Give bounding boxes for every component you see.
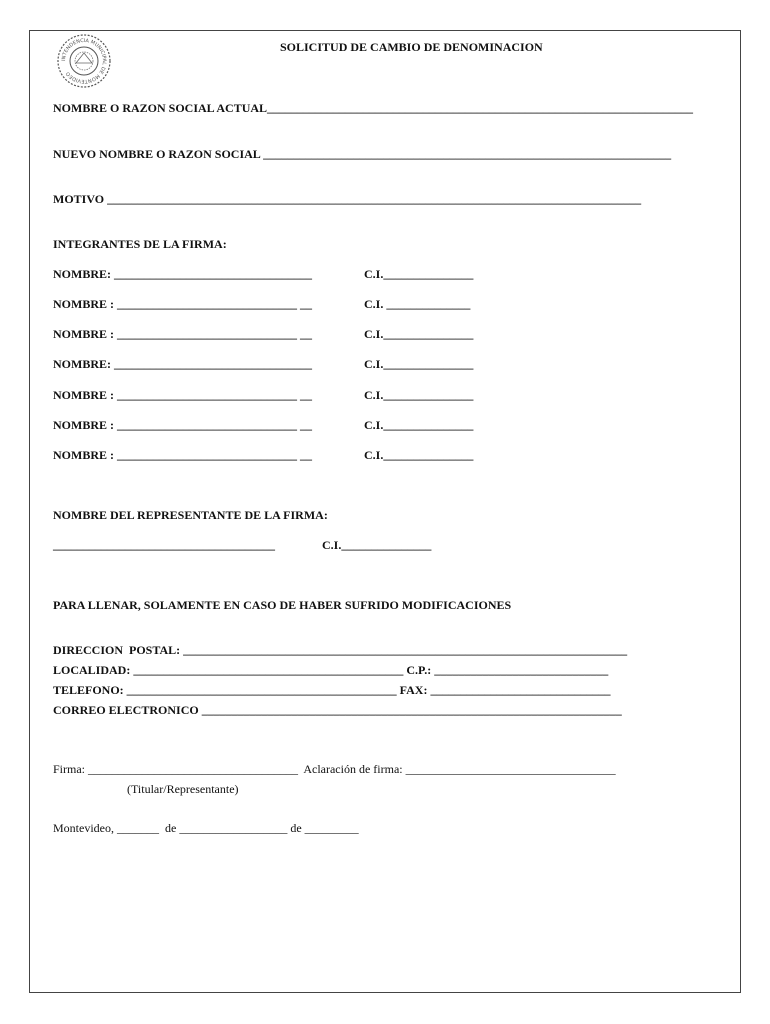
integrante-nombre-field[interactable]: NOMBRE: _________________________________: [53, 357, 312, 371]
integrante-ci-field[interactable]: C.I._______________: [364, 448, 474, 462]
nuevo-nombre-field[interactable]: NUEVO NOMBRE O RAZON SOCIAL ____________________________________________________________________: [53, 147, 672, 161]
representante-nombre-field[interactable]: _____________________________________: [53, 538, 275, 552]
fecha-field[interactable]: Montevideo, _______ de __________________ de _________: [53, 821, 359, 835]
integrante-ci-field[interactable]: C.I._______________: [364, 357, 474, 371]
nombre-actual-field[interactable]: NOMBRE O RAZON SOCIAL ACTUAL_______________________________________________________________________: [53, 101, 694, 115]
integrante-nombre-field[interactable]: NOMBRE : ______________________________ __: [53, 448, 312, 462]
integrante-ci-field[interactable]: C.I._______________: [364, 327, 474, 341]
integrante-nombre-field[interactable]: NOMBRE: _________________________________: [53, 267, 312, 281]
integrantes-heading: INTEGRANTES DE LA FIRMA:: [53, 237, 227, 251]
correo-electronico-field[interactable]: CORREO ELECTRONICO ______________________________________________________________________: [53, 703, 622, 717]
representante-ci-field[interactable]: C.I._______________: [322, 538, 432, 552]
page-title: SOLICITUD DE CAMBIO DE DENOMINACION: [280, 40, 543, 54]
integrante-nombre-field[interactable]: NOMBRE : ______________________________ __: [53, 327, 312, 341]
integrante-ci-field[interactable]: C.I._______________: [364, 267, 474, 281]
integrante-nombre-field[interactable]: NOMBRE : ______________________________ __: [53, 297, 312, 311]
integrante-ci-field[interactable]: C.I._______________: [364, 388, 474, 402]
integrante-nombre-field[interactable]: NOMBRE : ______________________________ __: [53, 418, 312, 432]
localidad-cp-field[interactable]: LOCALIDAD: _____________________________________________ C.P.: _____________________________: [53, 663, 609, 677]
integrante-ci-field[interactable]: C.I. ______________: [364, 297, 471, 311]
firma-field[interactable]: Firma: ___________________________________ Aclaración de firma: ___________________________________: [53, 762, 616, 776]
integrante-nombre-field[interactable]: NOMBRE : ______________________________ __: [53, 388, 312, 402]
modificaciones-heading: PARA LLENAR, SOLAMENTE EN CASO DE HABER SUFRIDO MODIFICACIONES: [53, 598, 512, 612]
direccion-postal-field[interactable]: DIRECCION POSTAL: __________________________________________________________________________: [53, 643, 628, 657]
integrante-ci-field[interactable]: C.I._______________: [364, 418, 474, 432]
titular-label: (Titular/Representante): [127, 782, 239, 796]
seal-icon: [56, 33, 112, 89]
motivo-field[interactable]: MOTIVO _________________________________________________________________________________________: [53, 192, 642, 206]
representante-heading: NOMBRE DEL REPRESENTANTE DE LA FIRMA:: [53, 508, 328, 522]
telefono-fax-field[interactable]: TELEFONO: _____________________________________________ FAX: ______________________________: [53, 683, 611, 697]
svg-text:INTENDENCIA MUNICIPAL DE MONTE: INTENDENCIA MUNICIPAL DE MONTEVIDEO: [60, 37, 108, 85]
